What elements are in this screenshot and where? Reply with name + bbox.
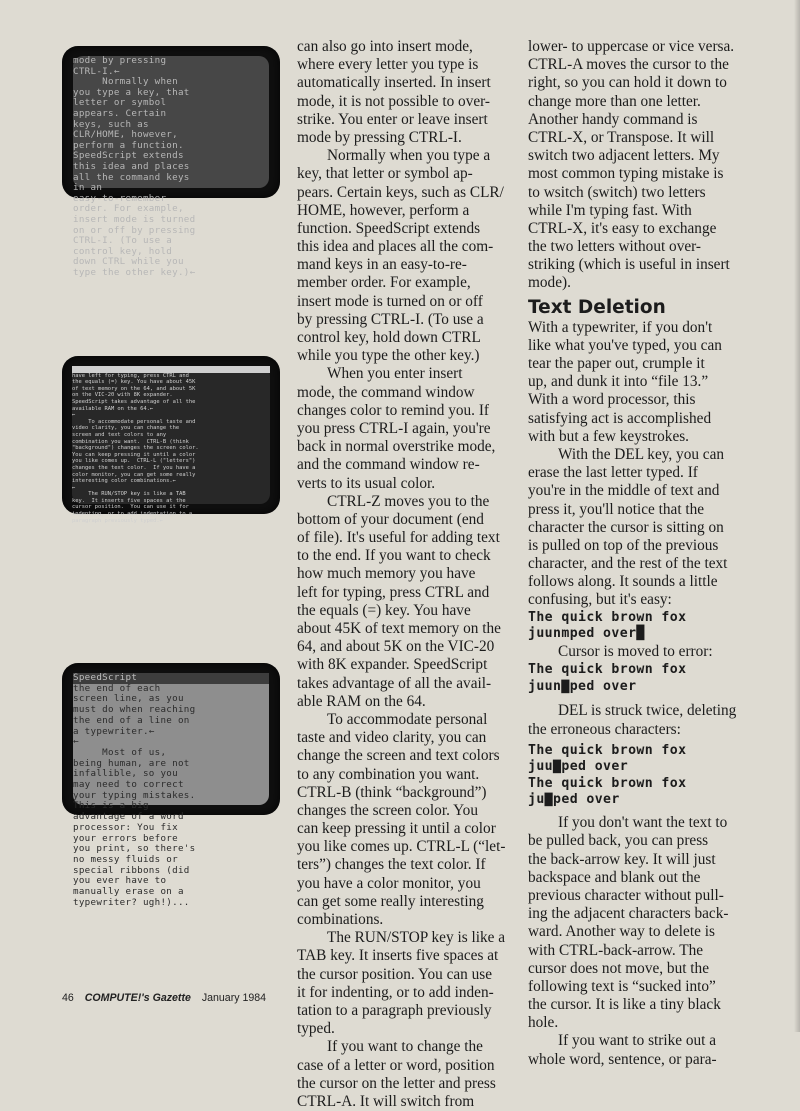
text-line: can also go into insert mode, <box>297 38 473 55</box>
screen-line: mode by pressing <box>73 55 167 66</box>
screen-line: processor: You fix <box>73 821 178 833</box>
paragraph-start: Normally when you type a <box>327 147 491 165</box>
screen-line: video clarity, you can change the <box>72 425 180 432</box>
text-line: to any combination you want. <box>297 765 480 783</box>
text-line: CTRL-B (think “background”) <box>297 783 487 801</box>
screen-line: perform a function. <box>73 139 184 151</box>
text-line: pears. Certain keys, such as CLR/ <box>297 183 504 201</box>
text-line: confusing, but it's easy: <box>528 591 672 609</box>
screen-line <box>72 366 270 373</box>
paragraph-start: The RUN/STOP key is like a <box>327 929 506 947</box>
screenshot-insert-mode <box>62 46 280 278</box>
text-line: ters”) changes the text color. If <box>297 856 486 874</box>
screen-line: To accommodate personal taste and <box>72 418 196 425</box>
text-line: previous character without pull- <box>528 886 724 904</box>
text-line: whole word, sentence, or para- <box>528 1050 717 1068</box>
text-line: change the screen and text colors <box>297 747 500 765</box>
text-line: about 45K of text memory on the <box>297 620 501 637</box>
text-line: this idea and places all the com- <box>297 238 494 256</box>
text-line: backspace and blank out the <box>528 868 701 886</box>
text-line: character, and the rest of the text <box>528 555 728 573</box>
screen-line: you like comes up. CTRL-L ("letters") <box>72 458 196 465</box>
text-line: follows along. It sounds a little <box>528 573 718 591</box>
text-line: CTRL-X, it's easy to exchange <box>528 219 717 237</box>
code-example: The quick brown fox <box>528 609 687 625</box>
screen-line: color monitor, you can get some really <box>72 471 196 478</box>
screen-line: easy-to-remember <box>73 192 167 204</box>
page-footer <box>62 992 266 1004</box>
text-line: while you type the other key.) <box>297 347 480 365</box>
text-line: up, and dunk it into “file 13.” <box>528 373 709 391</box>
screen-line: your errors before <box>73 832 178 844</box>
screen-text <box>73 55 269 278</box>
text-line: lower- to uppercase or vice versa. <box>528 38 735 55</box>
text-line: case of a letter or word, position <box>297 1056 495 1074</box>
paragraph-start: When you enter insert <box>327 365 463 383</box>
screen-line: "background") changes the screen color. <box>72 445 199 452</box>
text-line: takes advantage of all the avail- <box>297 674 492 692</box>
text-line: following text is “sucked into” <box>528 977 716 995</box>
text-line: satisfying act is accomplished <box>528 409 712 427</box>
code-example: ju▇ped over <box>528 791 620 807</box>
text-line: back in normal overstrike mode, <box>297 438 496 456</box>
text-line: the cursor. It is like a tiny black <box>528 996 721 1014</box>
text-line: the cursor position. You can use <box>297 965 493 983</box>
code-example: juunmped over█ <box>528 625 645 641</box>
text-line: to wsitch (switch) two letters <box>528 183 706 201</box>
screen-line: interesting color combinations.← <box>72 478 176 485</box>
paragraph-start: With the DEL key, you can <box>558 445 725 463</box>
text-line: taste and video clarity, you can <box>297 729 487 747</box>
text-line: with CTRL-back-arrow. The <box>528 941 704 959</box>
text-line: control key, hold down CTRL <box>297 329 481 346</box>
screen-line: ← <box>72 412 76 419</box>
text-line: can get some really interesting <box>297 892 484 910</box>
screen-line: SpeedScript takes advantage of all the <box>72 398 196 405</box>
text-line: mode by pressing CTRL-I. <box>297 128 462 146</box>
text-line: mode). <box>528 274 571 292</box>
paragraph-start: CTRL-Z moves you to the <box>327 492 490 510</box>
paragraph-start: If you want to strike out a <box>558 1032 717 1050</box>
text-line: and the command window re- <box>297 456 480 474</box>
screen-line: changes the text color. If you have a <box>72 464 196 471</box>
text-line: automatically inserted. In insert <box>297 74 491 92</box>
text-line: change more than one letter. <box>528 92 701 110</box>
screen-line: insert mode is turned <box>73 213 196 225</box>
screen-line: being human, are not <box>73 757 190 769</box>
screen-line: This is a big <box>73 800 149 812</box>
screen-line: you ever have to <box>73 875 167 887</box>
text-line: left for typing, press CTRL and <box>297 583 490 601</box>
screen-line: You can keep pressing it until a color <box>72 451 196 458</box>
section-heading: Text Deletion <box>528 296 666 318</box>
screen-line: this idea and places <box>73 160 190 172</box>
paragraph-start: If you want to change the <box>327 1038 483 1056</box>
screen-line: screen and text colors to any <box>72 431 167 438</box>
text-line: CTRL-A. It will switch from <box>297 1092 475 1110</box>
example-caption: Cursor is moved to error: <box>558 643 713 661</box>
text-line: TAB key. It inserts five spaces at <box>297 947 499 965</box>
screen-line: your typing mistakes. <box>73 789 196 801</box>
text-line: character the cursor is sitting on <box>528 518 724 536</box>
text-line: you're in the middle of text and <box>528 482 720 500</box>
text-line: the cursor on the letter and press <box>297 1074 496 1092</box>
text-line: the erroneous characters: <box>528 720 681 738</box>
paragraph-start: If you don't want the text to <box>558 814 728 832</box>
screen-line: down CTRL while you <box>73 256 184 268</box>
screen-line: a typewriter.← <box>73 725 155 737</box>
text-line: you like comes up. CTRL-L (“let- <box>297 838 506 856</box>
text-line: it for indenting, or to add inden- <box>297 983 494 1001</box>
screen-line: key. It inserts five spaces at the <box>72 497 186 504</box>
screen-line: no messy fluids or <box>73 853 178 865</box>
text-line: with 8K expander. SpeedScript <box>297 656 488 674</box>
screen-line: may need to correct <box>73 779 184 791</box>
text-line: mode, it is not possible to over- <box>297 92 491 110</box>
screen-line: CTRL-I.← <box>73 65 120 77</box>
text-line: With a typewriter, if you don't <box>528 318 713 336</box>
screen-line: cursor position. You can use it for <box>72 504 189 511</box>
text-line: combinations. <box>297 911 384 928</box>
screenshot-64-column <box>62 356 280 524</box>
text-line: cursor does not move, but the <box>528 959 709 977</box>
text-line: CTRL-A moves the cursor to the <box>528 56 729 74</box>
text-line: is pulled on top of the previous <box>528 536 719 554</box>
text-line: be pulled back, you can press <box>528 832 709 850</box>
text-line: the two letters without over- <box>528 238 702 256</box>
text-line: HOME, however, perform a <box>297 201 470 219</box>
screen-line: of text memory on the 64, and about 5K <box>72 385 196 392</box>
text-line: by pressing CTRL-I. (To use a <box>297 310 484 328</box>
screen-line: CLR/HOME, however, <box>73 129 178 141</box>
screen-line: SpeedScript extends <box>73 150 184 162</box>
screen-line: indenting, or to add indentation to a <box>72 511 193 518</box>
screen-line: special ribbons (did <box>73 864 190 876</box>
screen-line: control key, hold <box>73 245 173 257</box>
text-line: where every letter you type is <box>297 56 479 74</box>
text-line: striking (which is useful in insert <box>528 256 730 274</box>
text-line: the back-arrow key. It will just <box>528 850 716 868</box>
screen-line: Most of us, <box>73 746 167 758</box>
text-line: key, that letter or symbol ap- <box>297 165 473 183</box>
text-line: changes the screen color. You <box>297 801 478 819</box>
screen-line: you print, so there's <box>73 843 196 855</box>
screen-line: the end of a line on <box>73 714 190 726</box>
code-example: The quick brown fox <box>528 743 687 758</box>
screen-line: ← <box>72 484 76 491</box>
code-example: The quick brown fox <box>528 662 687 678</box>
text-line: ing the adjacent characters back- <box>528 905 729 923</box>
text-line: bottom of your document (end <box>297 510 484 528</box>
magazine-title: COMPUTE!'s Gazette <box>84 992 191 1004</box>
screen-line: must do when reaching <box>73 704 196 716</box>
screen-line: CTRL-I. (To use a <box>73 235 173 247</box>
screen-line: on the VIC-20 with 8K expander. <box>72 392 173 399</box>
text-line: hole. <box>528 1014 559 1032</box>
screen-text <box>72 366 270 524</box>
screen-line: manually erase on a <box>73 886 184 898</box>
issue-date: January 1984 <box>201 992 267 1004</box>
screen-line: have left for typing, press CTRL and <box>72 372 189 379</box>
screen-line: keys, such as <box>73 118 149 130</box>
screen-line: typewriter? ugh!)... <box>73 896 190 908</box>
screen-text <box>73 672 269 908</box>
text-line: can keep pressing it until a color <box>297 820 496 838</box>
paragraph-start: To accommodate personal <box>327 710 488 728</box>
text-line: to the end. If you want to check <box>297 547 491 565</box>
text-line: the equals (=) key. You have <box>297 601 471 619</box>
text-line: tation to a paragraph previously <box>297 1001 492 1019</box>
page-number: 46 <box>62 992 74 1004</box>
text-line: Another handy command is <box>528 110 698 128</box>
text-line: 64, and about 5K on the VIC-20 <box>297 638 495 656</box>
text-line: ward. Another way to delete is <box>528 923 715 941</box>
screenshot-vic20 <box>62 663 280 908</box>
text-line: mode, the command window <box>297 383 475 401</box>
code-example: The quick brown fox <box>528 775 687 791</box>
text-line: like what you've typed, you can <box>528 336 722 354</box>
screen-line: screen line, as you <box>73 693 184 705</box>
code-example: juu▇ped over <box>528 759 629 775</box>
text-line: changes color to remind you. If <box>297 401 490 419</box>
screen-line: appears. Certain <box>73 107 167 119</box>
screen-line: Normally when <box>73 76 178 88</box>
screen-line: combination you want. CTRL-B (think <box>72 438 189 445</box>
screen-line: The RUN/STOP key is like a TAB <box>72 491 186 498</box>
screen-line: the equals (=) key. You have about 45K <box>72 379 196 386</box>
screen-line: advantage of a word <box>73 811 184 823</box>
screen-line: on or off by pressing <box>73 224 196 236</box>
text-line: with but a few keystrokes. <box>528 427 690 445</box>
text-line: tear the paper out, crumple it <box>528 355 705 372</box>
screen-line: the end of each <box>73 682 161 694</box>
text-line: strike. You enter or leave insert <box>297 110 488 128</box>
text-line: typed. <box>297 1020 335 1038</box>
text-line: right, so you can hold it down to <box>528 74 727 92</box>
screen-line: in an <box>73 182 103 194</box>
screen-line: you type a key, that <box>73 86 190 98</box>
screen-line: type the other key.)← <box>73 266 196 278</box>
text-line: erase the last letter typed. If <box>528 464 698 482</box>
screen-line: order. For example, <box>73 203 184 215</box>
text-line: With a word processor, this <box>528 391 696 409</box>
screen-line: ← <box>73 736 79 748</box>
article-column-middle <box>297 38 519 1111</box>
screen-line: letter or symbol <box>73 97 167 109</box>
text-line: verts to its usual color. <box>297 474 436 492</box>
text-line: function. SpeedScript extends <box>297 219 481 237</box>
scan-shadow <box>794 0 800 1032</box>
text-line: insert mode is turned on or off <box>297 292 483 310</box>
article-column-right <box>528 38 774 1069</box>
text-line: CTRL-X, or Transpose. It will <box>528 128 715 146</box>
text-line: press it, you'll notice that the <box>528 500 705 518</box>
text-line: most common typing mistake is <box>528 165 724 183</box>
screen-line: all the command keys <box>73 171 190 183</box>
screen-line: SpeedScript <box>73 673 269 684</box>
example-caption: DEL is struck twice, deleting <box>558 701 737 719</box>
text-line: how much memory you have <box>297 565 476 583</box>
text-line: of file). It's useful for adding text <box>297 529 500 547</box>
text-line: you press CTRL-I again, you're <box>297 419 491 437</box>
screen-line: available RAM on the 64.← <box>72 405 154 412</box>
code-example: juun▇ped over <box>528 678 637 694</box>
text-line: while I'm typing fast. With <box>528 201 692 219</box>
screen-line: paragraph previously typed.← <box>72 517 163 524</box>
screen-line: infallible, so you <box>73 768 178 780</box>
text-line: switch two adjacent letters. My <box>528 147 720 165</box>
text-line: mand keys in an easy-to-re- <box>297 256 467 274</box>
text-line: member order. For example, <box>297 274 471 292</box>
text-line: able RAM on the 64. <box>297 692 426 710</box>
text-line: you have a color monitor, you <box>297 874 481 892</box>
